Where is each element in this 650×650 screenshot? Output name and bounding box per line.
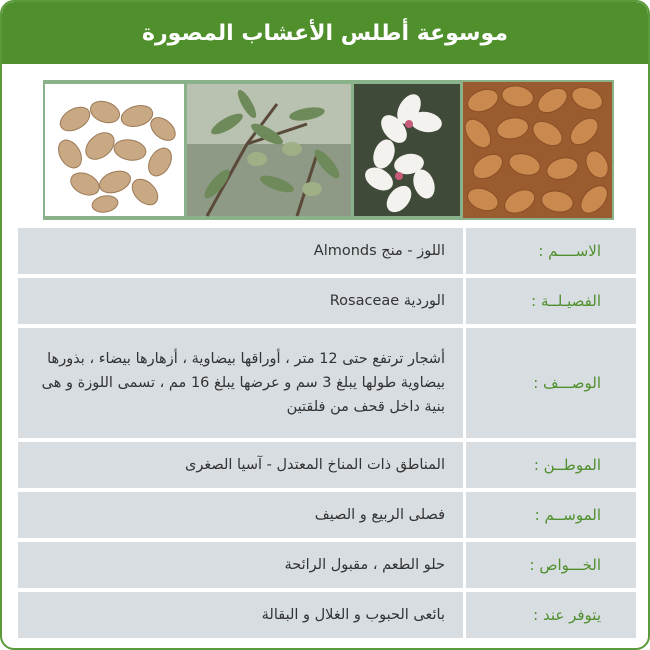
row-label: الخـــواص : [529,556,601,574]
row-family [18,278,636,324]
row-value: فصلى الربيع و الصيف [314,507,445,523]
photo-peeled-almonds [463,82,612,218]
photo-almond-tree [187,82,351,218]
row-label: الوصـــف : [533,374,601,392]
row-properties [18,542,636,588]
row-name [18,228,636,274]
row-value: المناطق ذات المناخ المعتدل - آسيا الصغرى [185,457,445,473]
row-label: الفصيـلــة : [531,292,601,310]
peeled-almonds-image [463,82,612,218]
photo-shelled-almonds [45,82,184,218]
row-value: بائعى الحبوب و الغلال و البقالة [261,607,445,623]
row-value: الوردية Rosaceae [329,293,445,309]
info-table [18,228,636,642]
row-description [18,328,636,438]
almond-blossoms-image [354,82,460,218]
page-title: موسوعة أطلس الأعشاب المصورة [142,20,508,46]
row-value: أشجار ترتفع حتى 12 متر ، أوراقها بيضاوية ، أزهارها بيضاء ، بذورها بيضاوية طولها يبلغ 3 سم و عرضها يبلغ 16 مم ، تسمى اللوزة و هى بنية داخل قحف من فلقتين [41,351,445,415]
row-season [18,492,636,538]
row-label: الاســــم : [538,242,601,260]
shelled-almonds-image [45,82,184,218]
row-value: اللوز - منج Almonds [313,243,445,259]
row-label: الموطــن : [533,456,601,474]
photo-strip [43,80,614,220]
header-bar [2,2,648,64]
row-availability [18,592,636,638]
row-habitat [18,442,636,488]
almond-tree-image [187,82,351,218]
photo-almond-blossoms [354,82,460,218]
row-label: يتوفر عند : [533,606,601,624]
row-label: الموســم : [534,506,601,524]
row-value: حلو الطعم ، مقبول الرائحة [284,557,445,573]
